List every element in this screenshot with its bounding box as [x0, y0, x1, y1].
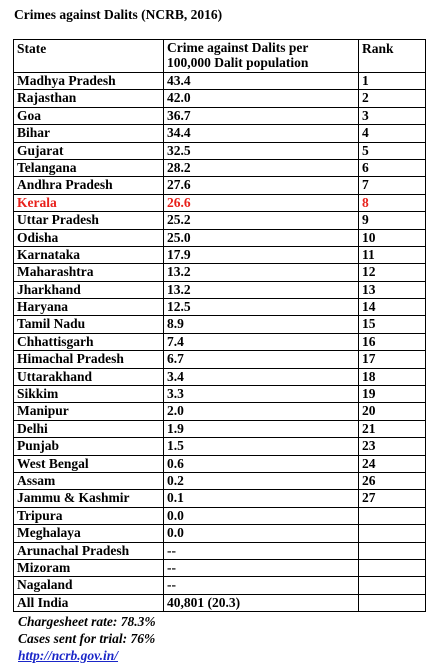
table-row: [14, 594, 426, 611]
cell-rank: 23: [359, 438, 426, 455]
cell-rate: 13.2: [164, 264, 359, 281]
cell-state: Haryana: [14, 299, 164, 316]
cell-rank: [359, 542, 426, 559]
cell-rate: 7.4: [164, 333, 359, 350]
cell-rank: 14: [359, 299, 426, 316]
cell-rate: 40,801 (20.3): [164, 594, 359, 611]
cell-rank: [359, 577, 426, 594]
cell-state: Madhya Pradesh: [14, 73, 164, 90]
cell-state: Karnataka: [14, 246, 164, 263]
cell-state: Andhra Pradesh: [14, 177, 164, 194]
cell-rate: --: [164, 577, 359, 594]
cell-rank: 26: [359, 472, 426, 489]
table-row: [14, 438, 426, 455]
cell-state: Manipur: [14, 403, 164, 420]
table-row: [14, 212, 426, 229]
cell-rank: [359, 525, 426, 542]
cell-rank: [359, 559, 426, 576]
cell-rank: 7: [359, 177, 426, 194]
table-row: [14, 559, 426, 576]
table-row: [14, 403, 426, 420]
cell-rank: 4: [359, 125, 426, 142]
cell-state: Uttar Pradesh: [14, 212, 164, 229]
table-row: [14, 542, 426, 559]
cell-state: Uttarakhand: [14, 368, 164, 385]
cell-rank: 3: [359, 107, 426, 124]
cell-state: Rajasthan: [14, 90, 164, 107]
cell-rank: [359, 594, 426, 611]
cell-state: Jammu & Kashmir: [14, 490, 164, 507]
table-header-row: [14, 40, 426, 73]
footer-notes: [18, 613, 156, 664]
table-body: [14, 73, 426, 612]
table-row: [14, 194, 426, 211]
cell-rank: 9: [359, 212, 426, 229]
table-row: [14, 177, 426, 194]
cell-rank: 20: [359, 403, 426, 420]
table-row: [14, 299, 426, 316]
cell-rate: 1.9: [164, 420, 359, 437]
cell-rate: 0.1: [164, 490, 359, 507]
cell-rate: 13.2: [164, 281, 359, 298]
cell-rank: 8: [359, 194, 426, 211]
cell-state: All India: [14, 594, 164, 611]
cell-rate: 32.5: [164, 142, 359, 159]
cell-rate: 1.5: [164, 438, 359, 455]
cell-rank: [359, 507, 426, 524]
cell-rate: 3.4: [164, 368, 359, 385]
cell-rate: 34.4: [164, 125, 359, 142]
column-header-rate: Crime against Dalits per 100,000 Dalit population: [164, 40, 359, 73]
source-link[interactable]: http://ncrb.gov.in/: [18, 648, 119, 663]
cell-rank: 6: [359, 159, 426, 176]
cell-state: Telangana: [14, 159, 164, 176]
cell-rank: 11: [359, 246, 426, 263]
cell-rate: 25.2: [164, 212, 359, 229]
table-row: [14, 525, 426, 542]
cell-rank: 15: [359, 316, 426, 333]
table-row: [14, 125, 426, 142]
cell-state: Sikkim: [14, 386, 164, 403]
cell-state: Maharashtra: [14, 264, 164, 281]
page-title: Crimes against Dalits (NCRB, 2016): [14, 7, 223, 22]
cell-rank: 10: [359, 229, 426, 246]
column-header-rank: Rank: [359, 40, 426, 73]
cell-rate: 28.2: [164, 159, 359, 176]
cell-state: West Bengal: [14, 455, 164, 472]
cell-rank: 17: [359, 351, 426, 368]
cell-state: Gujarat: [14, 142, 164, 159]
cell-rank: 27: [359, 490, 426, 507]
cell-rate: 27.6: [164, 177, 359, 194]
table-row: [14, 455, 426, 472]
cell-rate: --: [164, 559, 359, 576]
cell-rate: 42.0: [164, 90, 359, 107]
cell-rate: 2.0: [164, 403, 359, 420]
cell-rate: 0.0: [164, 507, 359, 524]
cell-rank: 24: [359, 455, 426, 472]
cell-rate: 0.2: [164, 472, 359, 489]
table-row: [14, 281, 426, 298]
table-row: [14, 351, 426, 368]
crime-table: [13, 39, 426, 612]
cell-rate: 36.7: [164, 107, 359, 124]
cell-rate: 12.5: [164, 299, 359, 316]
chargesheet-rate: Chargesheet rate: 78.3%: [18, 614, 156, 629]
table-row: [14, 386, 426, 403]
cell-state: Tamil Nadu: [14, 316, 164, 333]
table-row: [14, 73, 426, 90]
cell-rate: 0.0: [164, 525, 359, 542]
cell-state: Meghalaya: [14, 525, 164, 542]
cell-state: Kerala: [14, 194, 164, 211]
table-row: [14, 333, 426, 350]
cell-state: Goa: [14, 107, 164, 124]
cell-state: Assam: [14, 472, 164, 489]
cell-state: Nagaland: [14, 577, 164, 594]
cell-rank: 21: [359, 420, 426, 437]
table-row: [14, 316, 426, 333]
cell-rank: 2: [359, 90, 426, 107]
cell-rate: 3.3: [164, 386, 359, 403]
cell-state: Chhattisgarh: [14, 333, 164, 350]
cell-rate: 43.4: [164, 73, 359, 90]
cell-rank: 16: [359, 333, 426, 350]
column-header-state: State: [14, 40, 164, 73]
cell-state: Odisha: [14, 229, 164, 246]
table-row: [14, 229, 426, 246]
table-row: [14, 264, 426, 281]
table-row: [14, 142, 426, 159]
cell-rank: 1: [359, 73, 426, 90]
cell-state: Bihar: [14, 125, 164, 142]
cell-rank: 18: [359, 368, 426, 385]
cell-rate: 17.9: [164, 246, 359, 263]
cell-state: Himachal Pradesh: [14, 351, 164, 368]
cell-rate: 26.6: [164, 194, 359, 211]
cases-sent-for-trial: Cases sent for trial: 76%: [18, 631, 156, 646]
table-row: [14, 90, 426, 107]
cell-state: Punjab: [14, 438, 164, 455]
table-row: [14, 107, 426, 124]
table-row: [14, 246, 426, 263]
table-row: [14, 577, 426, 594]
cell-rank: 13: [359, 281, 426, 298]
cell-rank: 19: [359, 386, 426, 403]
cell-rate: --: [164, 542, 359, 559]
table-row: [14, 368, 426, 385]
cell-rate: 6.7: [164, 351, 359, 368]
table-row: [14, 420, 426, 437]
table-row: [14, 507, 426, 524]
cell-state: Jharkhand: [14, 281, 164, 298]
cell-rank: 5: [359, 142, 426, 159]
cell-rate: 25.0: [164, 229, 359, 246]
cell-state: Arunachal Pradesh: [14, 542, 164, 559]
table-row: [14, 159, 426, 176]
cell-state: Delhi: [14, 420, 164, 437]
table-row: [14, 490, 426, 507]
cell-rate: 8.9: [164, 316, 359, 333]
cell-rank: 12: [359, 264, 426, 281]
table-row: [14, 472, 426, 489]
cell-rate: 0.6: [164, 455, 359, 472]
cell-state: Mizoram: [14, 559, 164, 576]
cell-state: Tripura: [14, 507, 164, 524]
